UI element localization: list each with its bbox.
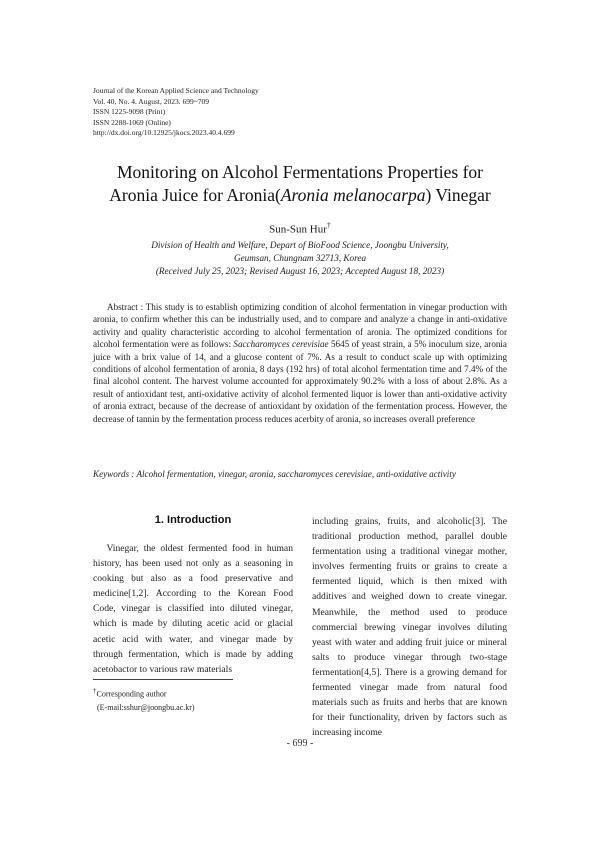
author-name: Sun-Sun Hur xyxy=(269,223,327,236)
journal-header xyxy=(93,86,259,139)
section-heading-introduction: 1. Introduction xyxy=(154,514,232,526)
footnote-divider xyxy=(93,679,233,680)
author xyxy=(0,221,600,236)
intro-left-column xyxy=(93,541,293,677)
journal-name: Journal of the Korean Applied Science and Technology xyxy=(93,86,259,95)
intro-paragraph-left: Vinegar, the oldest fermented food in human history, has been used not only as a seasoning in cooking but also as a food preservative and medicine[1,2]. According to the Korean Food Code, vinegar is classified into diluted vinegar, which is made by diluting acetic acid or glacial acetic acid with water, and vinegar made by through fermentation, which is made by adding acetobactor to various raw materials xyxy=(93,543,293,675)
doi-link[interactable]: http://dx.doi.org/10.12925/jkocs.2023.40.4.699 xyxy=(93,128,235,137)
issn-online: ISSN 2288-1069 (Online) xyxy=(93,117,171,127)
affiliation-line-1: Division of Health and Welfare, Depart of BioFood Science, Joongbu University, xyxy=(151,240,449,250)
issn-print: ISSN 1225-9098 (Print) xyxy=(93,107,166,116)
abstract xyxy=(93,301,507,425)
footnote xyxy=(93,685,195,714)
abstract-label: Abstract : xyxy=(107,302,144,312)
abstract-text-2: 5645 of yeast strain, a 5% inoculum size, aronia juice with a brix value of 14, and a glucose content of 7%. As a result to conduct scale up with optimizing conditions of alcohol fermentation of aronia, 8 days (192 hrs) of total alcohol fermentation time and 7.4% of the final alcohol content. The harvest volume accounted for approximately 90.2% with a loss of about 2.8%. As a result of antioxidant test, anti-oxidative activity of alcohol fermented liquor is lower than anti-oxidative activity of aronia extract, because of the decrease of antioxidant by oxidation of the fermentation process. However, the decrease of tannin by the fermentation process reduces acerbity of aronia, so increases overall preference xyxy=(93,339,507,424)
volume-info: Vol. 40, No. 4. August, 2023. 699~709 xyxy=(93,96,210,106)
title-line-2: Aronia Juice for Aronia(Aronia melanocarpa) Vinegar xyxy=(109,185,491,205)
received-dates: (Received July 25, 2023; Revised August 16, 2023; Accepted August 18, 2023) xyxy=(155,266,445,276)
affiliation xyxy=(0,239,600,278)
intro-paragraph-right: including grains, fruits, and alcoholic[3]. The traditional production method, parallel double fermentation using a traditional vinegar mother, involves fermenting fruits or grains to create a fermented liquid, which is then mixed with additives and weighed down to create vinegar. Meanwhile, the method used to produce commercial brewing vinegar involves diluting yeast with water and adding fruit juice or mineral salts to produce vinegar through two-stage fermentation[4,5]. There is a growing demand for fermented vinegar made from natural food materials such as fruits and herbs that are known for their functionality, driven by factors such as increasing income xyxy=(312,516,507,739)
affiliation-line-2: Geumsan, Chungnam 32713, Korea xyxy=(233,253,367,263)
footnote-line-1: †Corresponding author xyxy=(93,687,167,699)
abstract-text-1: This study is to establish optimizing condition of alcohol fermentation in vinegar production with aronia, to confirm whether this can be industrially used, and to compare and analyze a change in anti-oxidative activity and quality characteristic according to alcohol fermentation of aronia. The optimized conditions for alcohol fermentation were as follows: xyxy=(93,302,508,350)
intro-right-column xyxy=(312,514,507,740)
abstract-species: Saccharomyces cerevisiae xyxy=(233,339,329,350)
paper-title xyxy=(0,161,600,207)
title-line-1: Monitoring on Alcohol Fermentations Properties for xyxy=(117,162,483,182)
page-number: - 699 - xyxy=(286,738,314,749)
keywords: Keywords : Alcohol fermentation, vinegar, aronia, saccharomyces cerevisiae, anti-oxidative activity xyxy=(93,469,456,479)
footnote-email: (E-mail:sshur@joongbu.ac.kr) xyxy=(97,702,195,712)
corresponding-mark: † xyxy=(326,221,331,230)
